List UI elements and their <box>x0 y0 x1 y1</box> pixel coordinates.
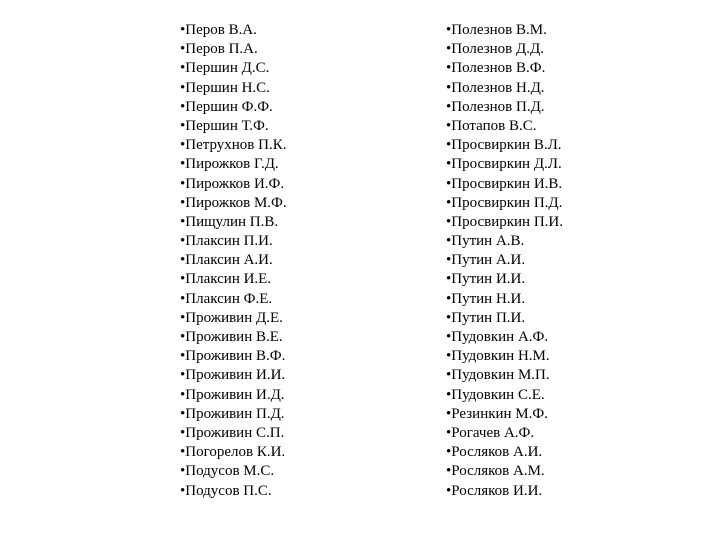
list-item: •Подусов П.С. <box>180 482 272 499</box>
list-item: •Пищулин П.В. <box>180 213 279 230</box>
list-item: •Пирожков Г.Д. <box>180 156 279 173</box>
list-item: •Путин А.И. <box>446 252 526 269</box>
list-item: •Просвиркин П.И. <box>446 213 563 230</box>
list-item: •Плаксин А.И. <box>180 252 273 269</box>
name-list-right-column <box>446 21 563 501</box>
list-item: •Петрухнов П.К. <box>180 137 287 154</box>
list-item: •Путин П.И. <box>446 309 526 326</box>
list-item: •Просвиркин В.Л. <box>446 137 562 154</box>
list-item: •Резинкин М.Ф. <box>446 405 548 422</box>
list-item: •Просвиркин П.Д. <box>446 194 563 211</box>
list-item: •Проживин С.П. <box>180 424 285 441</box>
list-item: •Просвиркин Д.Л. <box>446 156 562 173</box>
list-item: •Пудовкин Н.М. <box>446 348 550 365</box>
list-item: •Проживин П.Д. <box>180 405 285 422</box>
list-item: •Путин Н.И. <box>446 290 526 307</box>
list-item: •Проживин И.Д. <box>180 386 285 403</box>
list-item: •Росляков А.И. <box>446 444 543 461</box>
list-item: •Проживин В.Е. <box>180 329 283 345</box>
list-item: •Росляков И.И. <box>446 482 543 499</box>
list-item: •Пудовкин А.Ф. <box>446 329 549 345</box>
list-item: •Пирожков М.Ф. <box>180 194 287 211</box>
list-item: •Проживин Д.Е. <box>180 309 283 326</box>
list-item: •Пудовкин С.Е. <box>446 386 545 403</box>
list-item: •Полезнов Д.Д. <box>446 41 544 58</box>
list-item: •Проживин В.Ф. <box>180 348 286 365</box>
list-item: •Плаксин Ф.Е. <box>180 290 273 307</box>
list-item: •Першин Ф.Ф. <box>180 98 273 115</box>
list-item: •Перов В.А. <box>180 22 257 38</box>
list-item: •Полезнов В.Ф. <box>446 60 546 77</box>
list-item: •Погорелов К.И. <box>180 444 286 461</box>
list-item: •Пирожков И.Ф. <box>180 175 285 192</box>
list-item: •Рогачев А.Ф. <box>446 424 535 441</box>
list-item: •Потапов В.С. <box>446 117 537 134</box>
list-item: •Плаксин П.И. <box>180 233 273 250</box>
list-item: •Путин А.В. <box>446 233 525 250</box>
list-item: •Подусов М.С. <box>180 463 275 480</box>
list-item: •Путин И.И. <box>446 271 526 288</box>
list-item: •Полезнов В.М. <box>446 22 547 38</box>
name-list-left-column <box>180 21 287 501</box>
list-item: •Полезнов П.Д. <box>446 98 545 115</box>
list-item: •Просвиркин И.В. <box>446 175 563 192</box>
list-item: •Перов П.А. <box>180 41 258 58</box>
list-item: •Пудовкин М.П. <box>446 367 550 384</box>
list-item: •Першин Т.Ф. <box>180 117 269 134</box>
list-item: •Полезнов Н.Д. <box>446 79 545 96</box>
list-item: •Першин Н.С. <box>180 79 270 96</box>
list-item: •Першин Д.С. <box>180 60 270 77</box>
list-item: •Проживин И.И. <box>180 367 286 384</box>
list-item: •Плаксин И.Е. <box>180 271 272 288</box>
list-item: •Росляков А.М. <box>446 463 545 480</box>
